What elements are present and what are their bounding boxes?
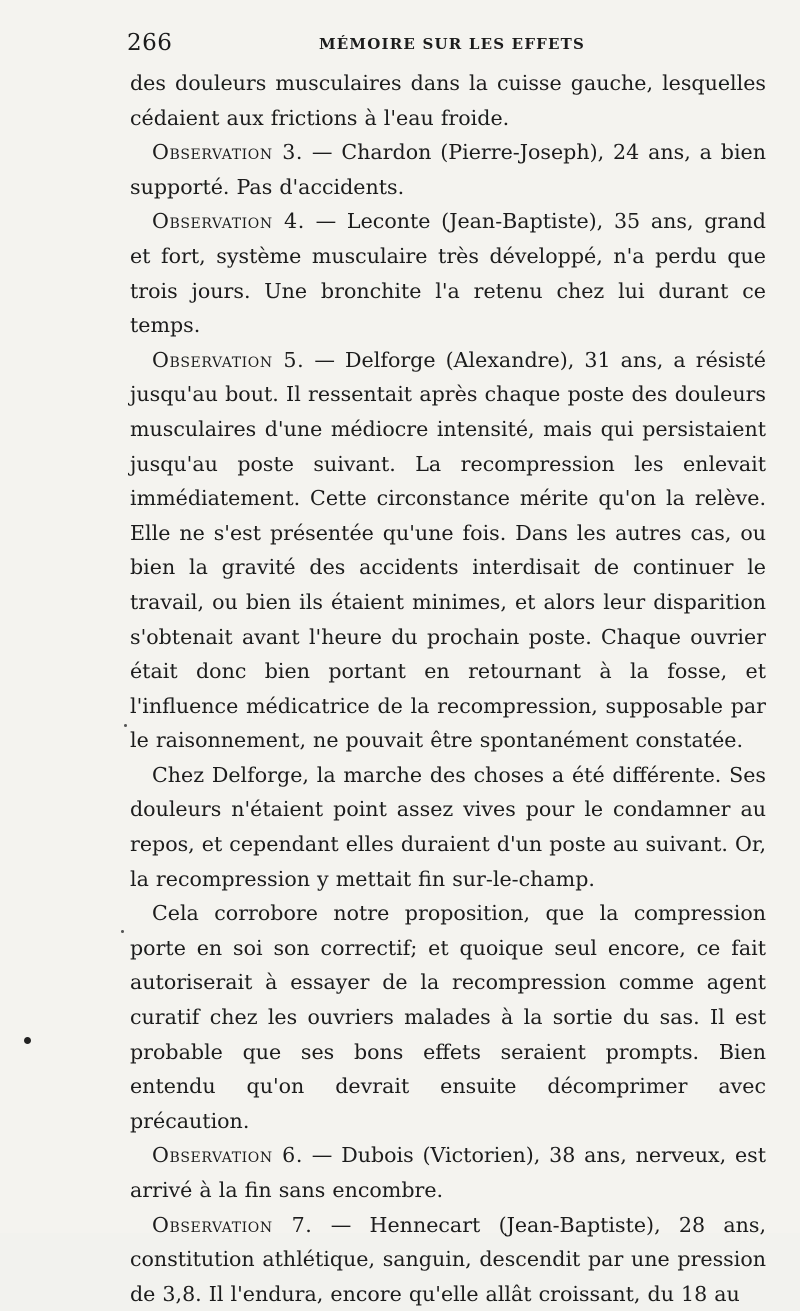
paragraph-observation-3 xyxy=(130,135,766,204)
margin-bullet-mark xyxy=(24,1037,31,1044)
observation-label: Observation 6. xyxy=(152,1143,303,1168)
observation-label: Observation 5. xyxy=(152,347,305,372)
page-header xyxy=(127,30,767,64)
observation-label: Observation 3. xyxy=(152,140,304,165)
margin-speck-mark xyxy=(121,930,124,933)
observation-label: Observation 7. xyxy=(152,1212,313,1237)
page-number: 266 xyxy=(127,30,173,56)
paragraph-text: Chez Delforge, la marche des choses a été différente. Ses douleurs n'étaient point assez vives pour le condamner au repos, et cependant elles duraient d'un poste au suivant. Or, la recompression y mettait fin sur-le-champ. xyxy=(130,762,766,891)
paragraph-text: — Hennecart (Jean-Baptiste), 28 ans, constitution athlétique, sanguin, descendit par une pression de 3,8. Il l'endura, encore qu'elle allât croissant, du 18 au xyxy=(130,1212,766,1306)
paragraph-observation-7 xyxy=(130,1208,766,1311)
paragraph-text: — Dubois (Victorien), 38 ans, nerveux, est arrivé à la fin sans encombre. xyxy=(130,1143,766,1202)
paragraph-observation-6 xyxy=(130,1138,766,1207)
paragraph-observation-4 xyxy=(130,204,766,342)
paragraph-observation-5 xyxy=(130,343,766,758)
paragraph-delforge xyxy=(130,758,766,896)
paragraph-corroboration xyxy=(130,896,766,1138)
margin-speck-mark xyxy=(124,724,127,727)
running-head: MÉMOIRE SUR LES EFFETS xyxy=(319,35,586,53)
paragraph-text: — Leconte (Jean-Baptiste), 35 ans, grand et fort, système musculaire très développé, n'a perdu que trois jours. Une bronchite l'a retenu chez lui durant ce temps. xyxy=(130,209,766,338)
paragraph-text: Cela corrobore notre proposition, que la compression porte en soi son correctif; et quoique seul encore, ce fait autoriserait à essayer de la recompression comme agent curatif chez les ouvriers malades à la sortie du sas. Il est probable que ses bons effets seraient prompts. Bien entendu qu'on devrait ensuite décomprimer avec précaution. xyxy=(130,901,766,1133)
paragraph-text: — Delforge (Alexandre), 31 ans, a résisté jusqu'au bout. Il ressentait après chaque poste des douleurs musculaires d'une médiocre intensité, mais qui persistaient jusqu'au poste suivant. La recompression les enlevait immédiatement. Cette circonstance mérite qu'on la relève. Elle ne s'est présentée qu'une fois. Dans les autres cas, ou bien la gravité des accidents interdisait de continuer le travail, ou bien ils étaient minimes, et alors leur disparition s'obtenait avant l'heure du prochain poste. Chaque ouvrier était donc bien portant en retournant à la fosse, et l'influence médicatrice de la recompression, supposable par le raisonnement, ne pouvait être spontanément constatée. xyxy=(130,347,766,753)
paragraph-continuation xyxy=(130,66,766,135)
paragraph-text: — Chardon (Pierre-Joseph), 24 ans, a bien supporté. Pas d'accidents. xyxy=(130,140,766,199)
paragraph-text: des douleurs musculaires dans la cuisse gauche, lesquelles cédaient aux frictions à l'eau froide. xyxy=(130,71,766,130)
observation-label: Observation 4. xyxy=(152,209,305,234)
body-text xyxy=(130,66,766,1311)
